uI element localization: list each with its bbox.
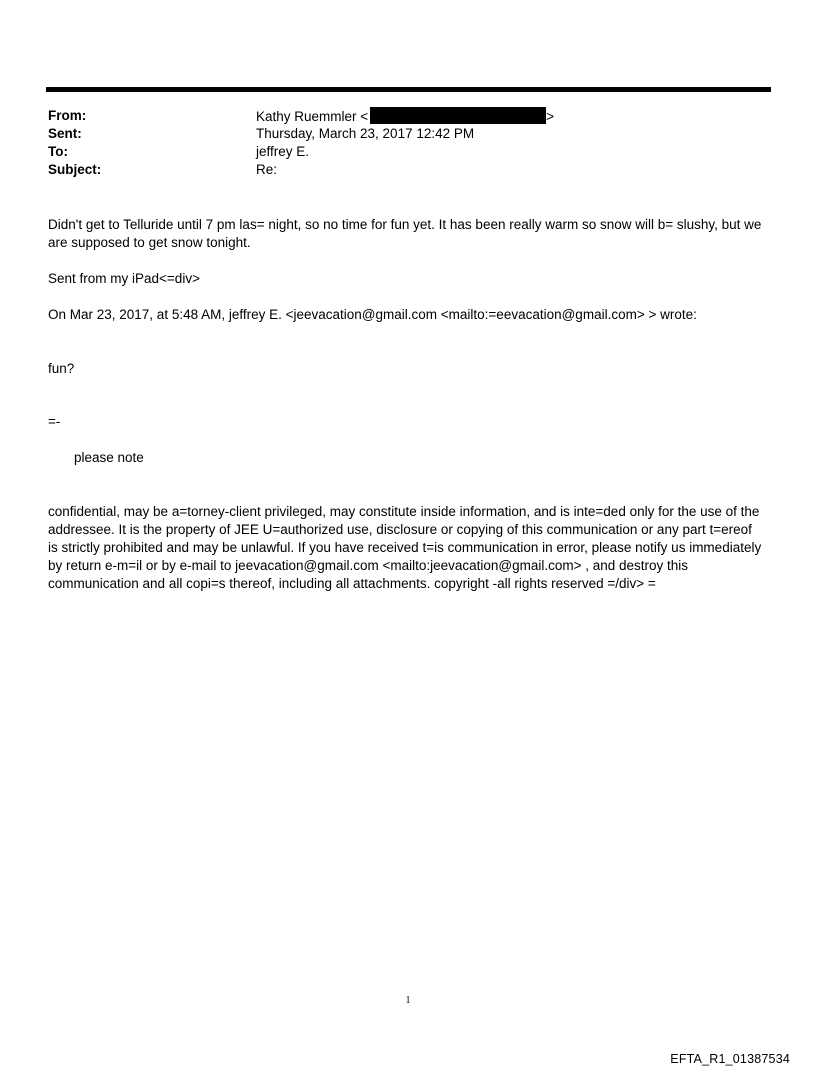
from-value xyxy=(256,107,554,126)
to-row xyxy=(48,143,768,161)
please-note-line: please note xyxy=(74,450,144,465)
from-name: Kathy Ruemmler < xyxy=(256,109,369,124)
page-number: 1 xyxy=(405,995,411,1006)
sent-row xyxy=(48,125,768,143)
subject-value: Re: xyxy=(256,162,278,177)
sent-label: Sent: xyxy=(48,126,82,141)
subject-label: Subject: xyxy=(48,162,102,177)
encoding-marker: =- xyxy=(48,414,61,429)
header-divider-rule xyxy=(46,87,771,92)
quote-header: On Mar 23, 2017, at 5:48 AM, jeffrey E. <jeevacation@gmail.com <mailto:=eevacation@gmail.com> > wrote: xyxy=(48,307,697,322)
sent-value: Thursday, March 23, 2017 12:42 PM xyxy=(256,126,475,141)
quoted-text: fun? xyxy=(48,361,75,376)
subject-row xyxy=(48,161,768,179)
disclaimer-paragraph: confidential, may be a=torney-client privileged, may constitute inside information, and is inte=ded only for the use of the addressee. It is the property of JEE U=authorized use, disclosure or copying of this communication or any part t=ereof is strictly prohibited and may be unlawful. If you have received t=is communication in error, please notify us immediately by return e-m=il or by e-mail to jeevacation@gmail.com <mailto:jeevacation@gmail.com> , and destroy this communication and all copi=s thereof, including all attachments. copyright -all rights reserved =/div> = xyxy=(48,504,762,591)
from-row xyxy=(48,107,768,125)
redaction-box xyxy=(370,107,546,124)
document-id: EFTA_R1_01387534 xyxy=(670,1052,790,1066)
from-after-redaction: > xyxy=(546,109,555,124)
body-paragraph: Didn't get to Telluride until 7 pm las= night, so no time for fun yet. It has been really warm so snow will b= slushy, but we are supposed to get snow tonight. xyxy=(48,217,762,250)
to-value: jeffrey E. xyxy=(256,144,310,159)
to-label: To: xyxy=(48,144,68,159)
from-label: From: xyxy=(48,108,87,123)
signature-line: Sent from my iPad<=div> xyxy=(48,271,200,286)
